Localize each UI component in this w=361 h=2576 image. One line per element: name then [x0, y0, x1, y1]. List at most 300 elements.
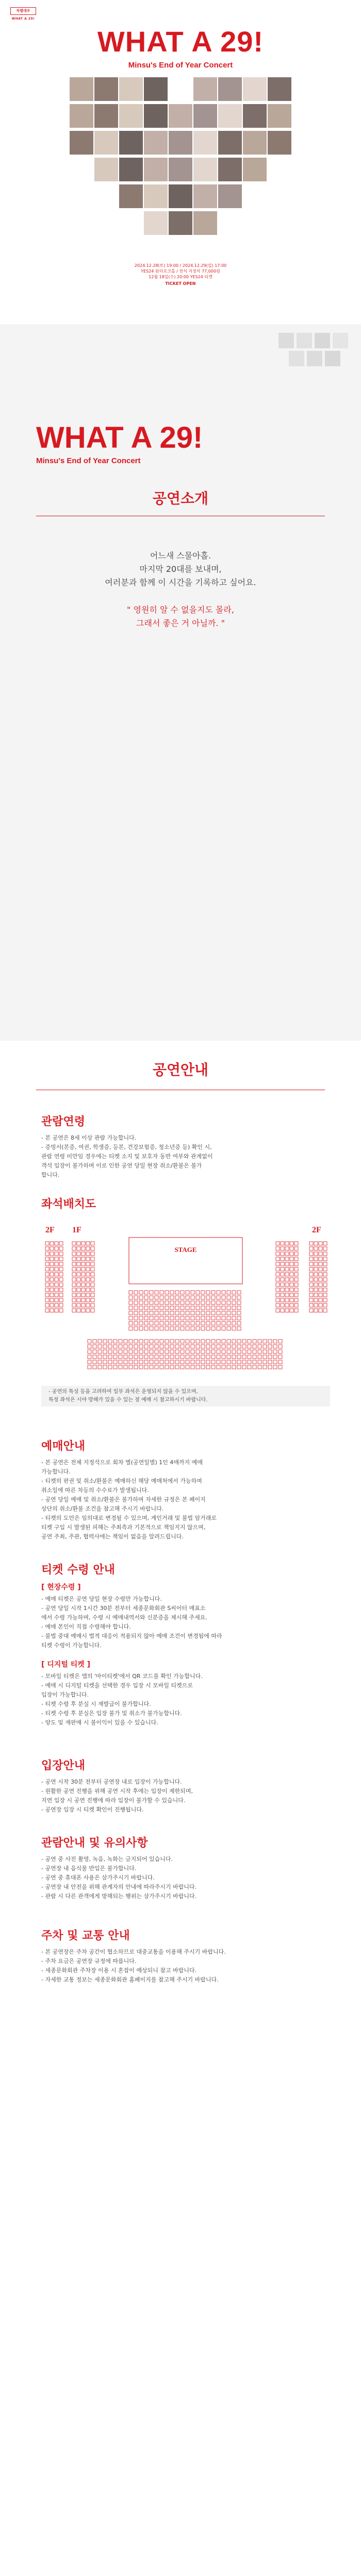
seat [165, 1316, 169, 1320]
seat [258, 1360, 261, 1364]
seat [290, 1247, 293, 1250]
seat [175, 1360, 179, 1364]
seat [50, 1252, 54, 1256]
seat [201, 1327, 205, 1330]
seat [222, 1296, 225, 1299]
seat [165, 1327, 169, 1330]
seat [91, 1298, 94, 1302]
seat [175, 1306, 179, 1310]
collage-photo [119, 131, 143, 155]
seat [217, 1316, 220, 1320]
seat [81, 1283, 85, 1286]
seat [227, 1355, 231, 1359]
seat [59, 1252, 63, 1256]
seat [72, 1298, 76, 1302]
seat [144, 1350, 148, 1353]
seat [309, 1267, 313, 1271]
seat [186, 1365, 189, 1369]
intro-body [0, 549, 361, 589]
seat [155, 1360, 158, 1364]
seat [196, 1311, 200, 1315]
seat [206, 1306, 210, 1310]
seat [323, 1273, 327, 1276]
collage-photo [193, 158, 217, 181]
seat [285, 1257, 289, 1261]
seat [91, 1278, 94, 1281]
seat [72, 1283, 76, 1286]
seat [314, 1267, 318, 1271]
seat [180, 1365, 184, 1369]
collage-photo [94, 77, 118, 101]
seat [59, 1293, 63, 1297]
seat [309, 1247, 313, 1250]
seat [103, 1355, 107, 1359]
seat [134, 1355, 138, 1359]
seat [170, 1301, 174, 1304]
seat [108, 1355, 112, 1359]
seat [150, 1296, 153, 1299]
seat [144, 1296, 148, 1299]
seat [77, 1303, 80, 1307]
seat [248, 1365, 251, 1369]
seat [50, 1288, 54, 1292]
seat [50, 1257, 54, 1261]
seat [150, 1345, 153, 1348]
hero-info-line: 12월 18일(수) 20:00 YES24 티켓 [149, 275, 212, 279]
seat [278, 1345, 282, 1348]
hero-info-line: 2024.12.28(토) 19:00 / 2024.12.29(일) 17:00 [134, 263, 227, 268]
seat [309, 1252, 313, 1256]
seat [170, 1296, 174, 1299]
seat [45, 1283, 49, 1286]
seat [81, 1247, 85, 1250]
seat [45, 1252, 49, 1256]
seat [155, 1350, 158, 1353]
seat [86, 1298, 90, 1302]
parking-text [41, 1947, 330, 1985]
text-line: - 예매 티켓은 공연 당일 현장 수령만 가능합니다. [41, 1596, 162, 1602]
seat [91, 1267, 94, 1271]
seat [160, 1365, 163, 1369]
seat [211, 1311, 215, 1315]
seat [191, 1301, 194, 1304]
text-line: - 자세한 교통 정보는 세종문화회관 홈페이지를 참고해 주시기 바랍니다. [41, 1976, 219, 1983]
seat [191, 1345, 194, 1348]
seat [278, 1365, 282, 1369]
seat [160, 1355, 163, 1359]
seat [217, 1350, 220, 1353]
seat [201, 1301, 205, 1304]
seat [273, 1355, 277, 1359]
collage-photo [169, 211, 192, 235]
seat [86, 1252, 90, 1256]
seat [144, 1327, 148, 1330]
seat [134, 1291, 138, 1294]
seat [268, 1355, 272, 1359]
seat [45, 1262, 49, 1266]
seat [170, 1316, 174, 1320]
seat [186, 1340, 189, 1343]
seat [323, 1278, 327, 1281]
seat [211, 1306, 215, 1310]
seat [180, 1345, 184, 1348]
seat [81, 1252, 85, 1256]
seat [93, 1360, 96, 1364]
seat [222, 1291, 225, 1294]
seat [294, 1309, 298, 1312]
seat [248, 1360, 251, 1364]
seat [134, 1340, 138, 1343]
seat [134, 1321, 138, 1325]
seat [45, 1273, 49, 1276]
seat [227, 1306, 231, 1310]
seat [180, 1306, 184, 1310]
seat [165, 1365, 169, 1369]
seat [93, 1365, 96, 1369]
seat [191, 1296, 194, 1299]
seat [186, 1321, 189, 1325]
seat [81, 1257, 85, 1261]
seat [273, 1365, 277, 1369]
seat-title: 좌석배치도 [41, 1198, 96, 1211]
brand-badge [10, 7, 36, 21]
seat [314, 1283, 318, 1286]
seat [77, 1257, 80, 1261]
seat [237, 1355, 241, 1359]
seat [294, 1267, 298, 1271]
seat [72, 1242, 76, 1245]
seat [113, 1355, 117, 1359]
seat [180, 1321, 184, 1325]
seat [50, 1293, 54, 1297]
seat [175, 1321, 179, 1325]
seat [45, 1298, 49, 1302]
floor-label: 1F [72, 1226, 81, 1234]
seat [103, 1340, 107, 1343]
seat [86, 1293, 90, 1297]
collage-photo [144, 131, 168, 155]
seat [77, 1278, 80, 1281]
seat [281, 1283, 284, 1286]
text-line: - 양도 및 재판매 시 불이익이 있을 수 있습니다. [41, 1719, 158, 1726]
seat [155, 1327, 158, 1330]
seat [268, 1350, 272, 1353]
seat [281, 1278, 284, 1281]
text-line: 상단의 취소/환불 조건을 참고해 주시기 바랍니다. [41, 1505, 164, 1512]
seat [232, 1327, 236, 1330]
stage-label: STAGE [174, 1246, 197, 1253]
seat [285, 1309, 289, 1312]
seat [98, 1340, 102, 1343]
seat [290, 1252, 293, 1256]
seat [323, 1298, 327, 1302]
seat [129, 1306, 133, 1310]
seat [222, 1306, 225, 1310]
rating-title: 관람연령 [41, 1115, 86, 1128]
collage-photo [193, 184, 217, 208]
collage-photo [169, 104, 192, 128]
seat [81, 1273, 85, 1276]
seat [227, 1360, 231, 1364]
seat [232, 1355, 236, 1359]
seat [150, 1327, 153, 1330]
seat [232, 1311, 236, 1315]
seat [55, 1278, 58, 1281]
quote-line: " 영원히 알 수 없을지도 몰라, [127, 605, 234, 615]
seat [59, 1309, 63, 1312]
seat [290, 1303, 293, 1307]
collage-photo [268, 77, 291, 101]
seat [108, 1360, 112, 1364]
seat [294, 1247, 298, 1250]
collage-photo [243, 104, 267, 128]
caution-text [41, 1855, 330, 1901]
seat-grid [45, 1242, 327, 1369]
seat [211, 1355, 215, 1359]
seat [222, 1345, 225, 1348]
seat [165, 1355, 169, 1359]
collage-photo [268, 131, 291, 155]
seat [281, 1262, 284, 1266]
seat [170, 1365, 174, 1369]
performance-info-section [0, 1041, 361, 2576]
seat [113, 1360, 117, 1364]
seat [276, 1252, 280, 1256]
seat [319, 1278, 322, 1281]
collage-photo [218, 158, 242, 181]
seat [186, 1296, 189, 1299]
seat [86, 1283, 90, 1286]
seat [232, 1360, 236, 1364]
seat [50, 1273, 54, 1276]
seat [237, 1321, 241, 1325]
seat [201, 1355, 205, 1359]
seat [314, 1278, 318, 1281]
seat [91, 1247, 94, 1250]
seat [72, 1262, 76, 1266]
seat [232, 1340, 236, 1343]
seat [129, 1321, 133, 1325]
seat [155, 1296, 158, 1299]
seat [81, 1298, 85, 1302]
collage-photo [218, 131, 242, 155]
seat [217, 1355, 220, 1359]
seat [319, 1288, 322, 1292]
seat [273, 1340, 277, 1343]
seat [119, 1350, 122, 1353]
seat [314, 1293, 318, 1297]
seat [237, 1340, 241, 1343]
seat [150, 1365, 153, 1369]
seat [77, 1293, 80, 1297]
seat [50, 1309, 54, 1312]
seat [77, 1262, 80, 1266]
seat [165, 1296, 169, 1299]
seat [155, 1345, 158, 1348]
seat [59, 1288, 63, 1292]
seat [276, 1309, 280, 1312]
seat [150, 1316, 153, 1320]
seat [314, 1273, 318, 1276]
seat [81, 1288, 85, 1292]
seat [237, 1306, 241, 1310]
seat [160, 1345, 163, 1348]
seat [227, 1296, 231, 1299]
seat [294, 1262, 298, 1266]
seat [144, 1311, 148, 1315]
seat [309, 1273, 313, 1276]
seat [86, 1262, 90, 1266]
seat [217, 1291, 220, 1294]
seat [77, 1267, 80, 1271]
text-line: 객석 입장이 불가하며 이로 인한 공연 당일 현장 취소/환불은 불가 [41, 1162, 202, 1169]
seat [175, 1365, 179, 1369]
seat [119, 1340, 122, 1343]
seat [201, 1296, 205, 1299]
seat [77, 1252, 80, 1256]
seat [242, 1360, 246, 1364]
seat [294, 1283, 298, 1286]
seat [81, 1278, 85, 1281]
intro-line: 마지막 20대를 보내며, [139, 564, 222, 574]
seat [144, 1291, 148, 1294]
seat [144, 1365, 148, 1369]
seat [55, 1267, 58, 1271]
collage-photo [144, 211, 168, 235]
seat [290, 1298, 293, 1302]
seat [273, 1350, 277, 1353]
seat [77, 1298, 80, 1302]
seat [180, 1301, 184, 1304]
seat [227, 1350, 231, 1353]
seat [88, 1365, 91, 1369]
seat [309, 1303, 313, 1307]
seat [217, 1345, 220, 1348]
seat [91, 1303, 94, 1307]
text-line: 지연 입장 시 공연 진행에 따라 입장이 불가할 수 있습니다. [41, 1797, 186, 1804]
seat [45, 1257, 49, 1261]
seat [81, 1262, 85, 1266]
collage-photo [144, 158, 168, 181]
seat [201, 1316, 205, 1320]
text-line: - 세종문화회관 주차장 이용 시 혼잡이 예상되니 참고 바랍니다. [41, 1967, 197, 1974]
seat [72, 1267, 76, 1271]
seat [139, 1301, 143, 1304]
seat [139, 1350, 143, 1353]
seat [253, 1355, 256, 1359]
seat [98, 1355, 102, 1359]
seat [186, 1355, 189, 1359]
seat [206, 1350, 210, 1353]
collage-photo [119, 158, 143, 181]
seat [206, 1360, 210, 1364]
intro-line: 여러분과 함께 이 시간을 기록하고 싶어요. [105, 578, 256, 587]
seat [211, 1345, 215, 1348]
seat [150, 1340, 153, 1343]
seat [314, 1257, 318, 1261]
text-line: - 공연 시작 30분 전부터 공연장 내로 입장이 가능합니다. [41, 1778, 182, 1785]
seat [180, 1360, 184, 1364]
seat [45, 1242, 49, 1245]
seat [323, 1293, 327, 1297]
seat [276, 1293, 280, 1297]
seat [144, 1355, 148, 1359]
seat [237, 1311, 241, 1315]
seat [211, 1360, 215, 1364]
seat [314, 1242, 318, 1245]
intro-section [0, 325, 361, 1041]
seat [150, 1301, 153, 1304]
seat [139, 1340, 143, 1343]
text-line: - 불법 중대 예매시 법적 대응이 적용되지 않아 예매 조건이 변경됨에 따라 [41, 1633, 222, 1639]
seat [139, 1355, 143, 1359]
seat [285, 1278, 289, 1281]
seat [242, 1355, 246, 1359]
seat [201, 1360, 205, 1364]
seat [50, 1278, 54, 1281]
seat [201, 1350, 205, 1353]
seat [237, 1301, 241, 1304]
seat [170, 1360, 174, 1364]
seat [139, 1365, 143, 1369]
seat [242, 1345, 246, 1348]
seat [290, 1288, 293, 1292]
seat [323, 1267, 327, 1271]
collage-photo [218, 184, 242, 208]
seat [180, 1350, 184, 1353]
seat [276, 1257, 280, 1261]
seat [86, 1303, 90, 1307]
seat [155, 1365, 158, 1369]
seat [59, 1273, 63, 1276]
seat [268, 1365, 272, 1369]
seat [72, 1309, 76, 1312]
seat [59, 1262, 63, 1266]
seat [77, 1283, 80, 1286]
seat [93, 1350, 96, 1353]
seat [211, 1316, 215, 1320]
seat [319, 1283, 322, 1286]
seat [232, 1306, 236, 1310]
seat [170, 1355, 174, 1359]
seat [191, 1365, 194, 1369]
seat [222, 1301, 225, 1304]
seat [160, 1360, 163, 1364]
seat [134, 1365, 138, 1369]
seat [323, 1303, 327, 1307]
seat [175, 1301, 179, 1304]
seat [129, 1340, 133, 1343]
seat [206, 1291, 210, 1294]
seat [77, 1288, 80, 1292]
seat [144, 1321, 148, 1325]
seat [201, 1340, 205, 1343]
seat [319, 1303, 322, 1307]
seat [155, 1291, 158, 1294]
seat [150, 1306, 153, 1310]
seat [186, 1306, 189, 1310]
seat [196, 1350, 200, 1353]
seat [314, 1288, 318, 1292]
rating-text [41, 1133, 330, 1180]
seat [196, 1301, 200, 1304]
hero-info [0, 263, 361, 286]
collage-photo [193, 131, 217, 155]
hero-info-line: YES24 원더로크홀 / 전석 지정석 77,000원 [141, 269, 220, 274]
seat [93, 1355, 96, 1359]
seat [206, 1340, 210, 1343]
seat [113, 1350, 117, 1353]
